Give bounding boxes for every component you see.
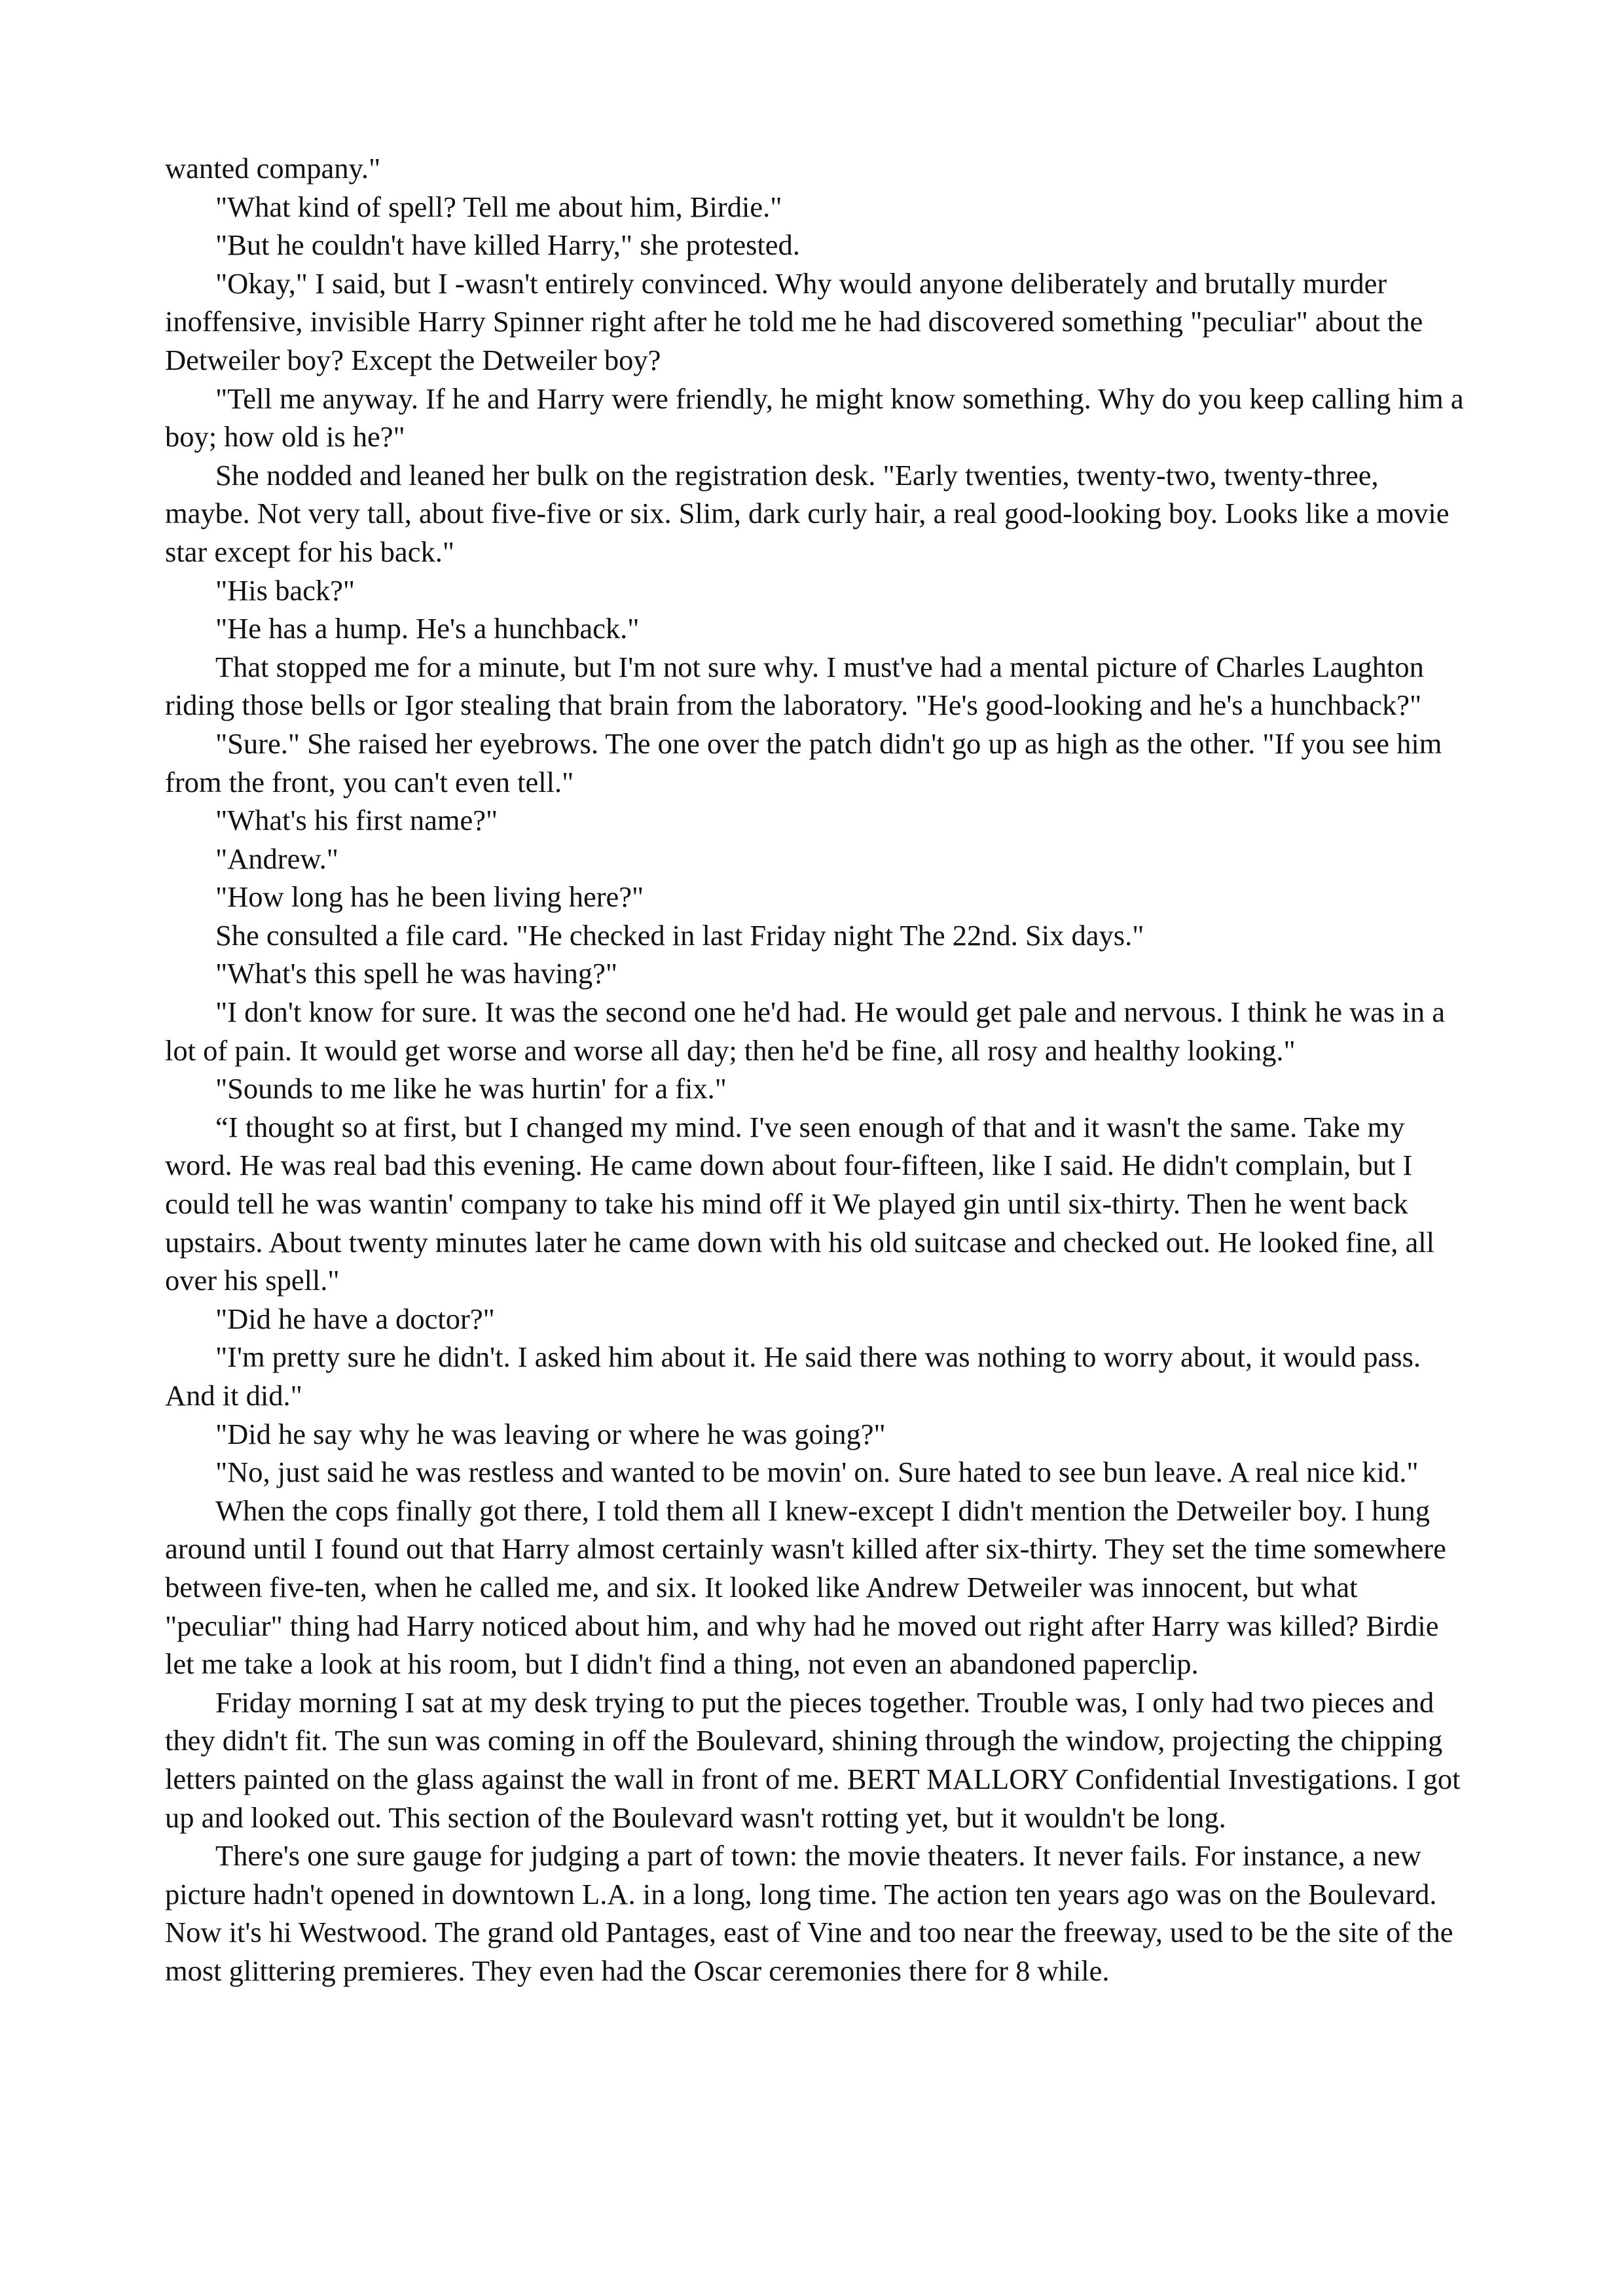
paragraph-11: "What's his first name?" xyxy=(215,804,498,837)
paragraph-10: "Sure." She raised her eyebrows. The one over the patch didn't go up as high as the other. "If you see him from the front, you can't even tell." xyxy=(165,726,1442,798)
paragraph-21: "Did he say why he was leaving or where he was going?" xyxy=(215,1417,886,1450)
paragraph-23: When the cops finally got there, I told them all I knew-except I didn't mention the Detweiler boy. I hung around until I found out that Harry almost certainly wasn't killed after six-thirty. They set the time somewhere between five-ten, when he called me, and six. It looked like Andrew Detweiler was innocent, but what "peculiar" thing had Harry noticed about him, and why had he moved out right after Harry was killed? Birdie let me take a look at his room, but I didn't find a thing, not even an abandoned paperclip. xyxy=(165,1494,1446,1681)
paragraph-12: "Andrew." xyxy=(215,842,338,875)
paragraph-9: That stopped me for a minute, but I'm not sure why. I must've had a mental picture of Charles Laughton riding those bells or Igor stealing that brain from the laboratory. "He's good-looking and he's a hunchback?" xyxy=(165,650,1424,722)
paragraph-5: "Tell me anyway. If he and Harry were friendly, he might know something. Why do you keep calling him a boy; how old is he?" xyxy=(165,382,1464,454)
document-page xyxy=(165,149,1468,1990)
paragraph-8: "He has a hump. He's a hunchback." xyxy=(215,612,640,645)
paragraph-6: She nodded and leaned her bulk on the registration desk. "Early twenties, twenty-two, twenty-three, maybe. Not very tall, about five-five or six. Slim, dark curly hair, a real good-looking boy. Looks like a movie star except for his back." xyxy=(165,458,1450,568)
paragraph-3: "But he couldn't have killed Harry," she protested. xyxy=(215,228,800,262)
paragraph-18: “I thought so at first, but I changed my mind. I've seen enough of that and it wasn't the same. Take my word. He was real bad this evening. He came down about four-fifteen, like I said. He didn't complain, but I could tell he was wantin' company to take his mind off it We played gin until six-thirty. Then he went back upstairs. About twenty minutes later he came down with his old suitcase and checked out. He looked fine, all over his spell." xyxy=(165,1110,1434,1297)
paragraph-19: "Did he have a doctor?" xyxy=(215,1302,495,1335)
paragraph-17: "Sounds to me like he was hurtin' for a fix." xyxy=(215,1072,727,1105)
paragraph-14: She consulted a file card. "He checked in last Friday night The 22nd. Six days." xyxy=(215,918,1144,952)
paragraph-20: "I'm pretty sure he didn't. I asked him about it. He said there was nothing to worry about, it would pass. And it did." xyxy=(165,1340,1421,1412)
paragraph-4: "Okay," I said, but I -wasn't entirely convinced. Why would anyone deliberately and brutally murder inoffensive, invisible Harry Spinner right after he told me he had discovered something "peculiar" about the Detweiler boy? Except the Detweiler boy? xyxy=(165,266,1423,376)
paragraph-13: "How long has he been living here?" xyxy=(215,880,644,914)
paragraph-7: "His back?" xyxy=(215,573,356,607)
paragraph-2: "What kind of spell? Tell me about him, Birdie." xyxy=(215,190,782,223)
paragraph-1: wanted company." xyxy=(165,152,381,185)
paragraph-16: "I don't know for sure. It was the second one he'd had. He would get pale and nervous. I think he was in a lot of pain. It would get worse and worse all day; then he'd be fine, all rosy and healthy looking." xyxy=(165,996,1445,1067)
paragraph-15: "What's this spell he was having?" xyxy=(215,957,618,990)
paragraph-22: "No, just said he was restless and wanted to be movin' on. Sure hated to see bun leave. A real nice kid." xyxy=(215,1456,1419,1489)
paragraph-25: There's one sure gauge for judging a part of town: the movie theaters. It never fails. For instance, a new picture hadn't opened in downtown L.A. in a long, long time. The action ten years ago was on the Boulevard. Now it's hi Westwood. The grand old Pantages, east of Vine and too near the freeway, used to be the site of the most glittering premieres. They even had the Oscar ceremonies there for 8 while. xyxy=(165,1839,1453,1987)
paragraph-24: Friday morning I sat at my desk trying to put the pieces together. Trouble was, I only had two pieces and they didn't fit. The sun was coming in off the Boulevard, shining through the window, projecting the chipping letters painted on the glass against the wall in front of me. BERT MALLORY Confidential Investigations. I got up and looked out. This section of the Boulevard wasn't rotting yet, but it wouldn't be long. xyxy=(165,1685,1461,1834)
